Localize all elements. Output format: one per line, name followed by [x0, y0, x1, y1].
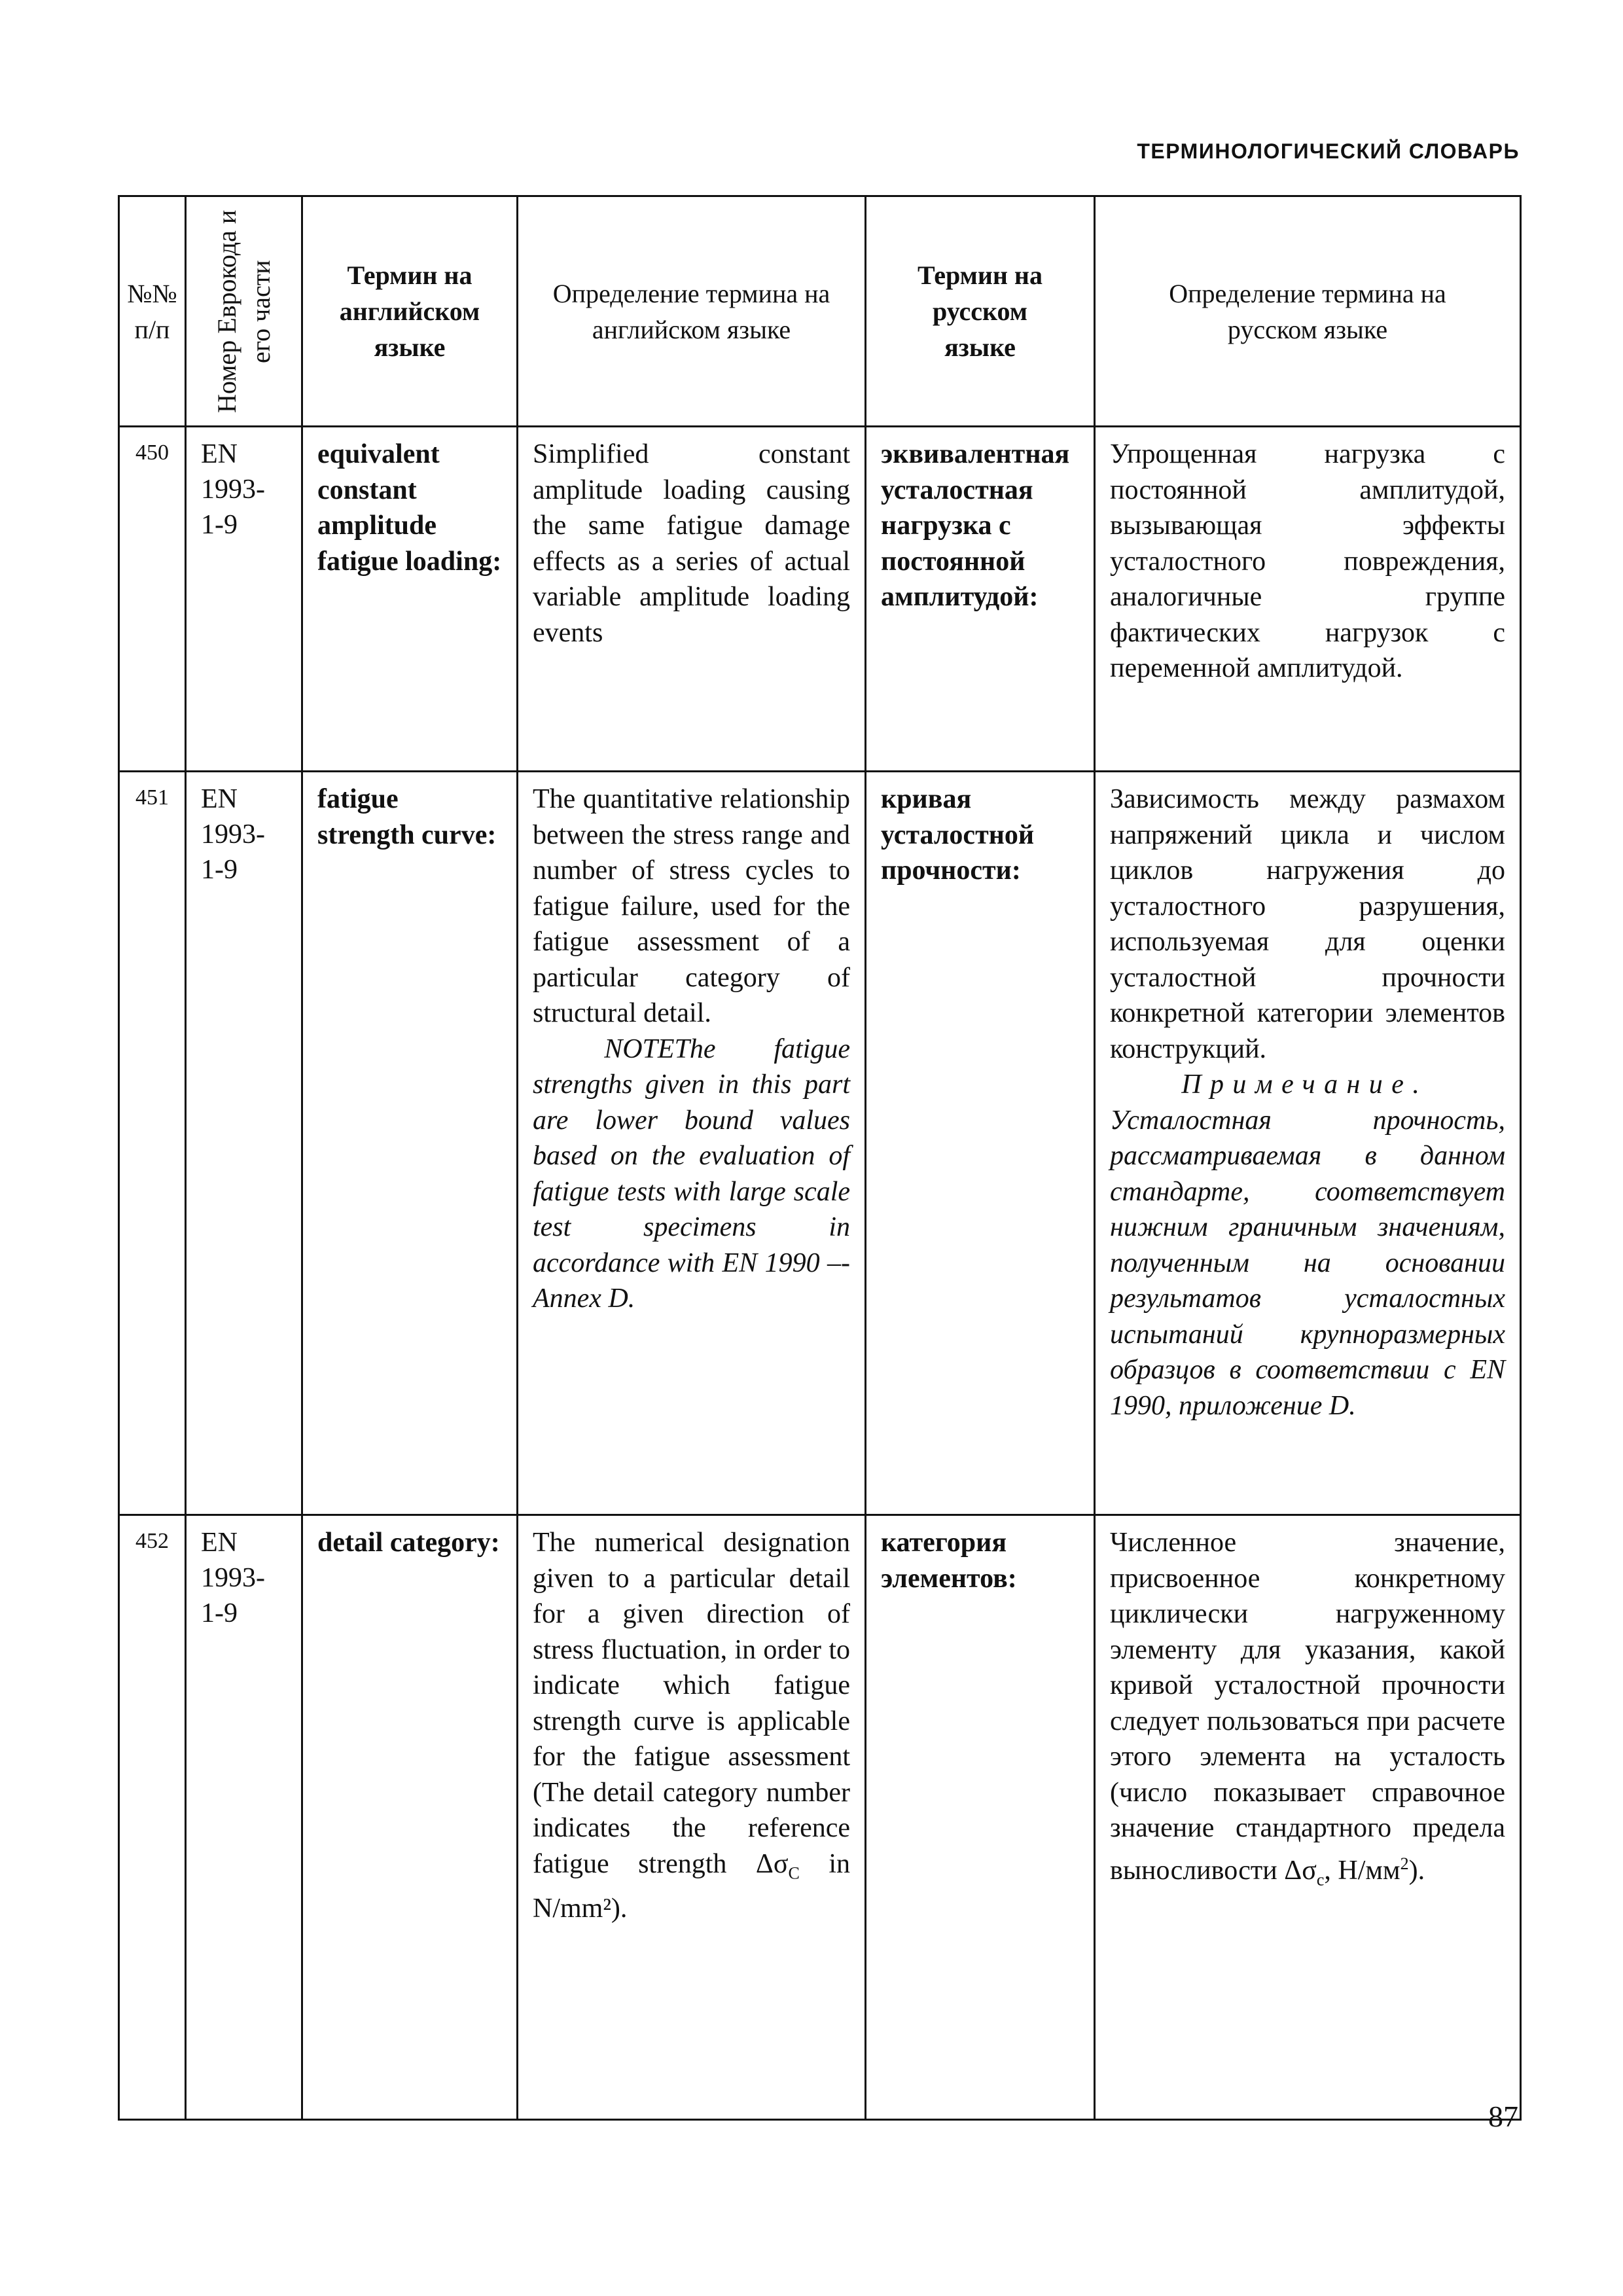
- glossary-table: [118, 195, 1522, 2121]
- row-def-ru: Упрощенная нагрузка с постоянной амплитудой, вызывающая эффекты усталостного повреждения, аналогичные группе фактических нагрузок с переменной амплитудой.: [1095, 427, 1521, 772]
- header-def-en: [518, 196, 866, 427]
- row-term-ru: кривая усталостной прочности:: [866, 772, 1095, 1515]
- header-term-ru-text: Термин на русском языке: [918, 260, 1043, 362]
- row-def-ru: [1095, 1515, 1521, 2120]
- header-def-ru: [1095, 196, 1521, 427]
- def-en-main: The numerical designation given to a particular detail for a given direction of stress fluctuation, in order to indicate which fatigue strength curve is applicable for the fatigue assessment (The detail category number indicates the reference fatigue strength Δσ: [533, 1528, 850, 1879]
- table-row: [119, 772, 1521, 1515]
- row-number: 452: [119, 1515, 186, 2120]
- row-number: 451: [119, 772, 186, 1515]
- row-def-ru-text: Зависимость между размахом напряжений цикла и числом циклов нагружения до усталостного разрушения, используемая для оценки усталостной прочности конкретной категории элементов конструкций.: [1110, 784, 1505, 1064]
- row-number: 450: [119, 427, 186, 772]
- header-eurocode: [186, 196, 302, 427]
- page-number: 87: [1488, 2100, 1518, 2133]
- def-ru-subscript: c: [1316, 1869, 1325, 1889]
- def-ru-tail: ).: [1408, 1855, 1425, 1886]
- row-term-ru: категория элементов:: [866, 1515, 1095, 2120]
- row-def-en: Simplified constant amplitude loading causing the same fatigue damage effects as a series of actual variable amplitude loading events: [518, 427, 866, 772]
- row-def-ru: [1095, 772, 1521, 1515]
- header-num-text: №№ п/п: [127, 278, 177, 344]
- row-term-en: fatigue strength curve:: [302, 772, 518, 1515]
- row-term-en: detail category:: [302, 1515, 518, 2120]
- table-header-row: [119, 196, 1521, 427]
- row-term-ru: эквивалентная усталостная нагрузка с постоянной амплитудой:: [866, 427, 1095, 772]
- row-eurocode: [186, 772, 302, 1515]
- row-eurocode-text: EN 1993-1-9: [201, 439, 265, 540]
- header-eurocode-text: Номер Еврокода и его части: [211, 209, 276, 413]
- running-header: ТЕРМИНОЛОГИЧЕСКИЙ СЛОВАРЬ: [1137, 139, 1520, 163]
- note-label: Примечание: [1181, 1069, 1413, 1100]
- row-eurocode-text: EN 1993-1-9: [201, 1528, 265, 1628]
- note-text: . Усталостная прочность, рассматриваемая в данном стандарте, соответствует нижним граничным значениям, полученным на основании результатов усталостных испытаний крупноразмерных образцов в соответствии с EN 1990, приложение D.: [1110, 1069, 1505, 1421]
- table-row: [119, 1515, 1521, 2120]
- def-ru-main: Численное значение, присвоенное конкретному циклически нагруженному элементу для указания, какой кривой усталостной прочности следует пользоваться при расчете этого элемента на усталость (число показывает справочное значение стандартного предела выносливости Δσ: [1110, 1528, 1505, 1886]
- def-en-subscript: C: [788, 1863, 800, 1882]
- header-num: [119, 196, 186, 427]
- header-term-ru: [866, 196, 1095, 427]
- row-def-en: [518, 772, 866, 1515]
- row-note-en: NOTEThe fatigue strengths given in this part are lower bound values based on the evaluation of fatigue tests with large scale test specimens in accordance with EN 1990 –- Annex D.: [533, 1033, 850, 1314]
- header-def-en-text: Определение термина на английском языке: [552, 278, 830, 344]
- row-eurocode: [186, 1515, 302, 2120]
- header-term-en-text: Термин на английском языке: [339, 260, 480, 362]
- row-note-ru: [1110, 1067, 1505, 1424]
- row-eurocode: [186, 427, 302, 772]
- def-ru-superscript: 2: [1400, 1854, 1409, 1873]
- def-ru-mid: , Н/мм: [1324, 1855, 1400, 1886]
- row-eurocode-text: EN 1993-1-9: [201, 784, 265, 885]
- header-term-en: [302, 196, 518, 427]
- row-def-en: [518, 1515, 866, 2120]
- table-row: [119, 427, 1521, 772]
- row-def-en-text: The quantitative relationship between the stress range and number of stress cycles to fatigue failure, used for the fatigue assessment of a particular category of structural detail.: [533, 784, 850, 1028]
- def-en-tail: in N/mm²).: [533, 1848, 850, 1924]
- row-term-en: equivalent constant amplitude fatigue loading:: [302, 427, 518, 772]
- header-def-ru-text: Определение термина на русском языке: [1169, 278, 1446, 344]
